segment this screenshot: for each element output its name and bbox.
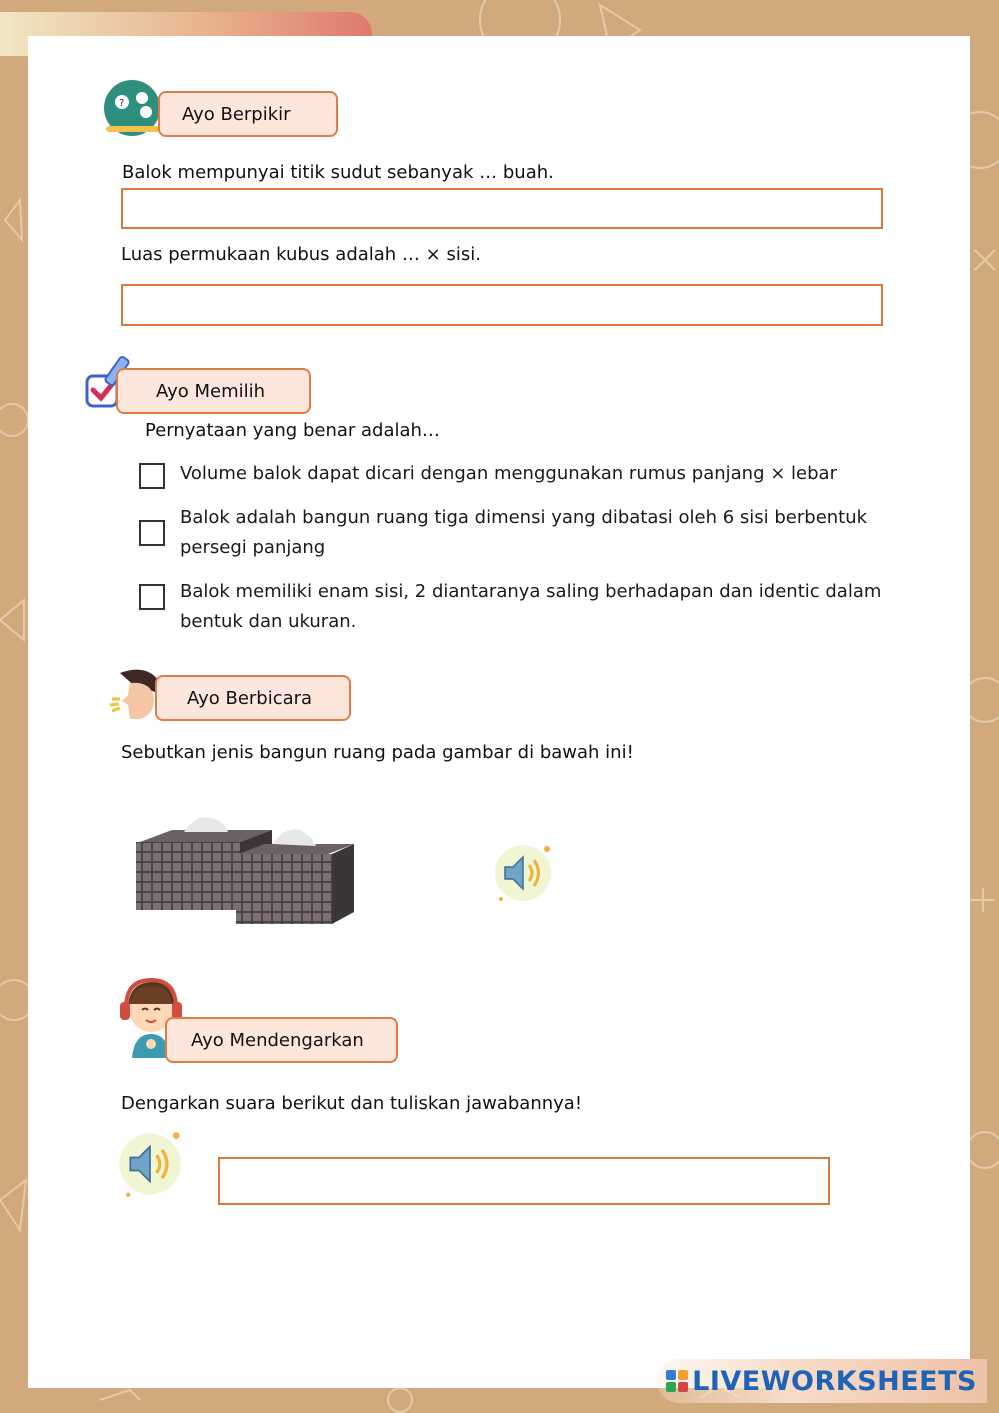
option-checkbox[interactable] (139, 584, 165, 610)
tissue-box-image (132, 812, 358, 930)
listen-prompt: Dengarkan suara berikut dan tuliskan jawabannya! (121, 1093, 583, 1114)
thinking-kids-icon (102, 80, 164, 138)
section-badge-choose (116, 368, 311, 414)
section-badge-listen (165, 1017, 398, 1063)
question-cube-surface: Luas permukaan kubus adalah … × sisi. (121, 244, 481, 265)
liveworksheets-logo-text: LIVEWORKSHEETS (692, 1365, 977, 1397)
option-checkbox[interactable] (139, 463, 165, 489)
option-row (139, 577, 899, 639)
speaker-icon[interactable] (491, 841, 555, 905)
speaker-icon[interactable] (115, 1129, 185, 1199)
liveworksheets-mark-icon (666, 1370, 688, 1392)
option-checkbox[interactable] (139, 520, 165, 546)
speak-prompt: Sebutkan jenis bangun ruang pada gambar di bawah ini! (121, 742, 634, 763)
section-title-speak: Ayo Berbicara (187, 687, 313, 709)
section-badge-think (158, 91, 338, 137)
answer-field-cube-surface[interactable] (121, 284, 883, 326)
section-title-choose: Ayo Memilih (156, 380, 266, 402)
choose-prompt: Pernyataan yang benar adalah… (145, 420, 440, 441)
section-title-think: Ayo Berpikir (182, 103, 291, 125)
section-title-listen: Ayo Mendengarkan (191, 1029, 364, 1051)
section-badge-speak (155, 675, 351, 721)
option-label: Volume balok dapat dicari dengan menggunakan rumus panjang × lebar (180, 463, 837, 484)
answer-field-listen[interactable] (218, 1157, 830, 1205)
option-row (139, 459, 899, 491)
question-vertices: Balok mempunyai titik sudut sebanyak … buah. (122, 162, 554, 183)
svg-text:?: ? (119, 98, 125, 109)
option-label: Balok memiliki enam sisi, 2 diantaranya saling berhadapan dan identic dalam bentuk dan ukuran. (180, 581, 882, 632)
option-row (139, 503, 899, 565)
option-label: Balok adalah bangun ruang tiga dimensi yang dibatasi oleh 6 sisi berbentuk persegi panjang (180, 507, 868, 558)
answer-field-vertices[interactable] (121, 188, 883, 229)
liveworksheets-logo[interactable] (657, 1359, 987, 1403)
